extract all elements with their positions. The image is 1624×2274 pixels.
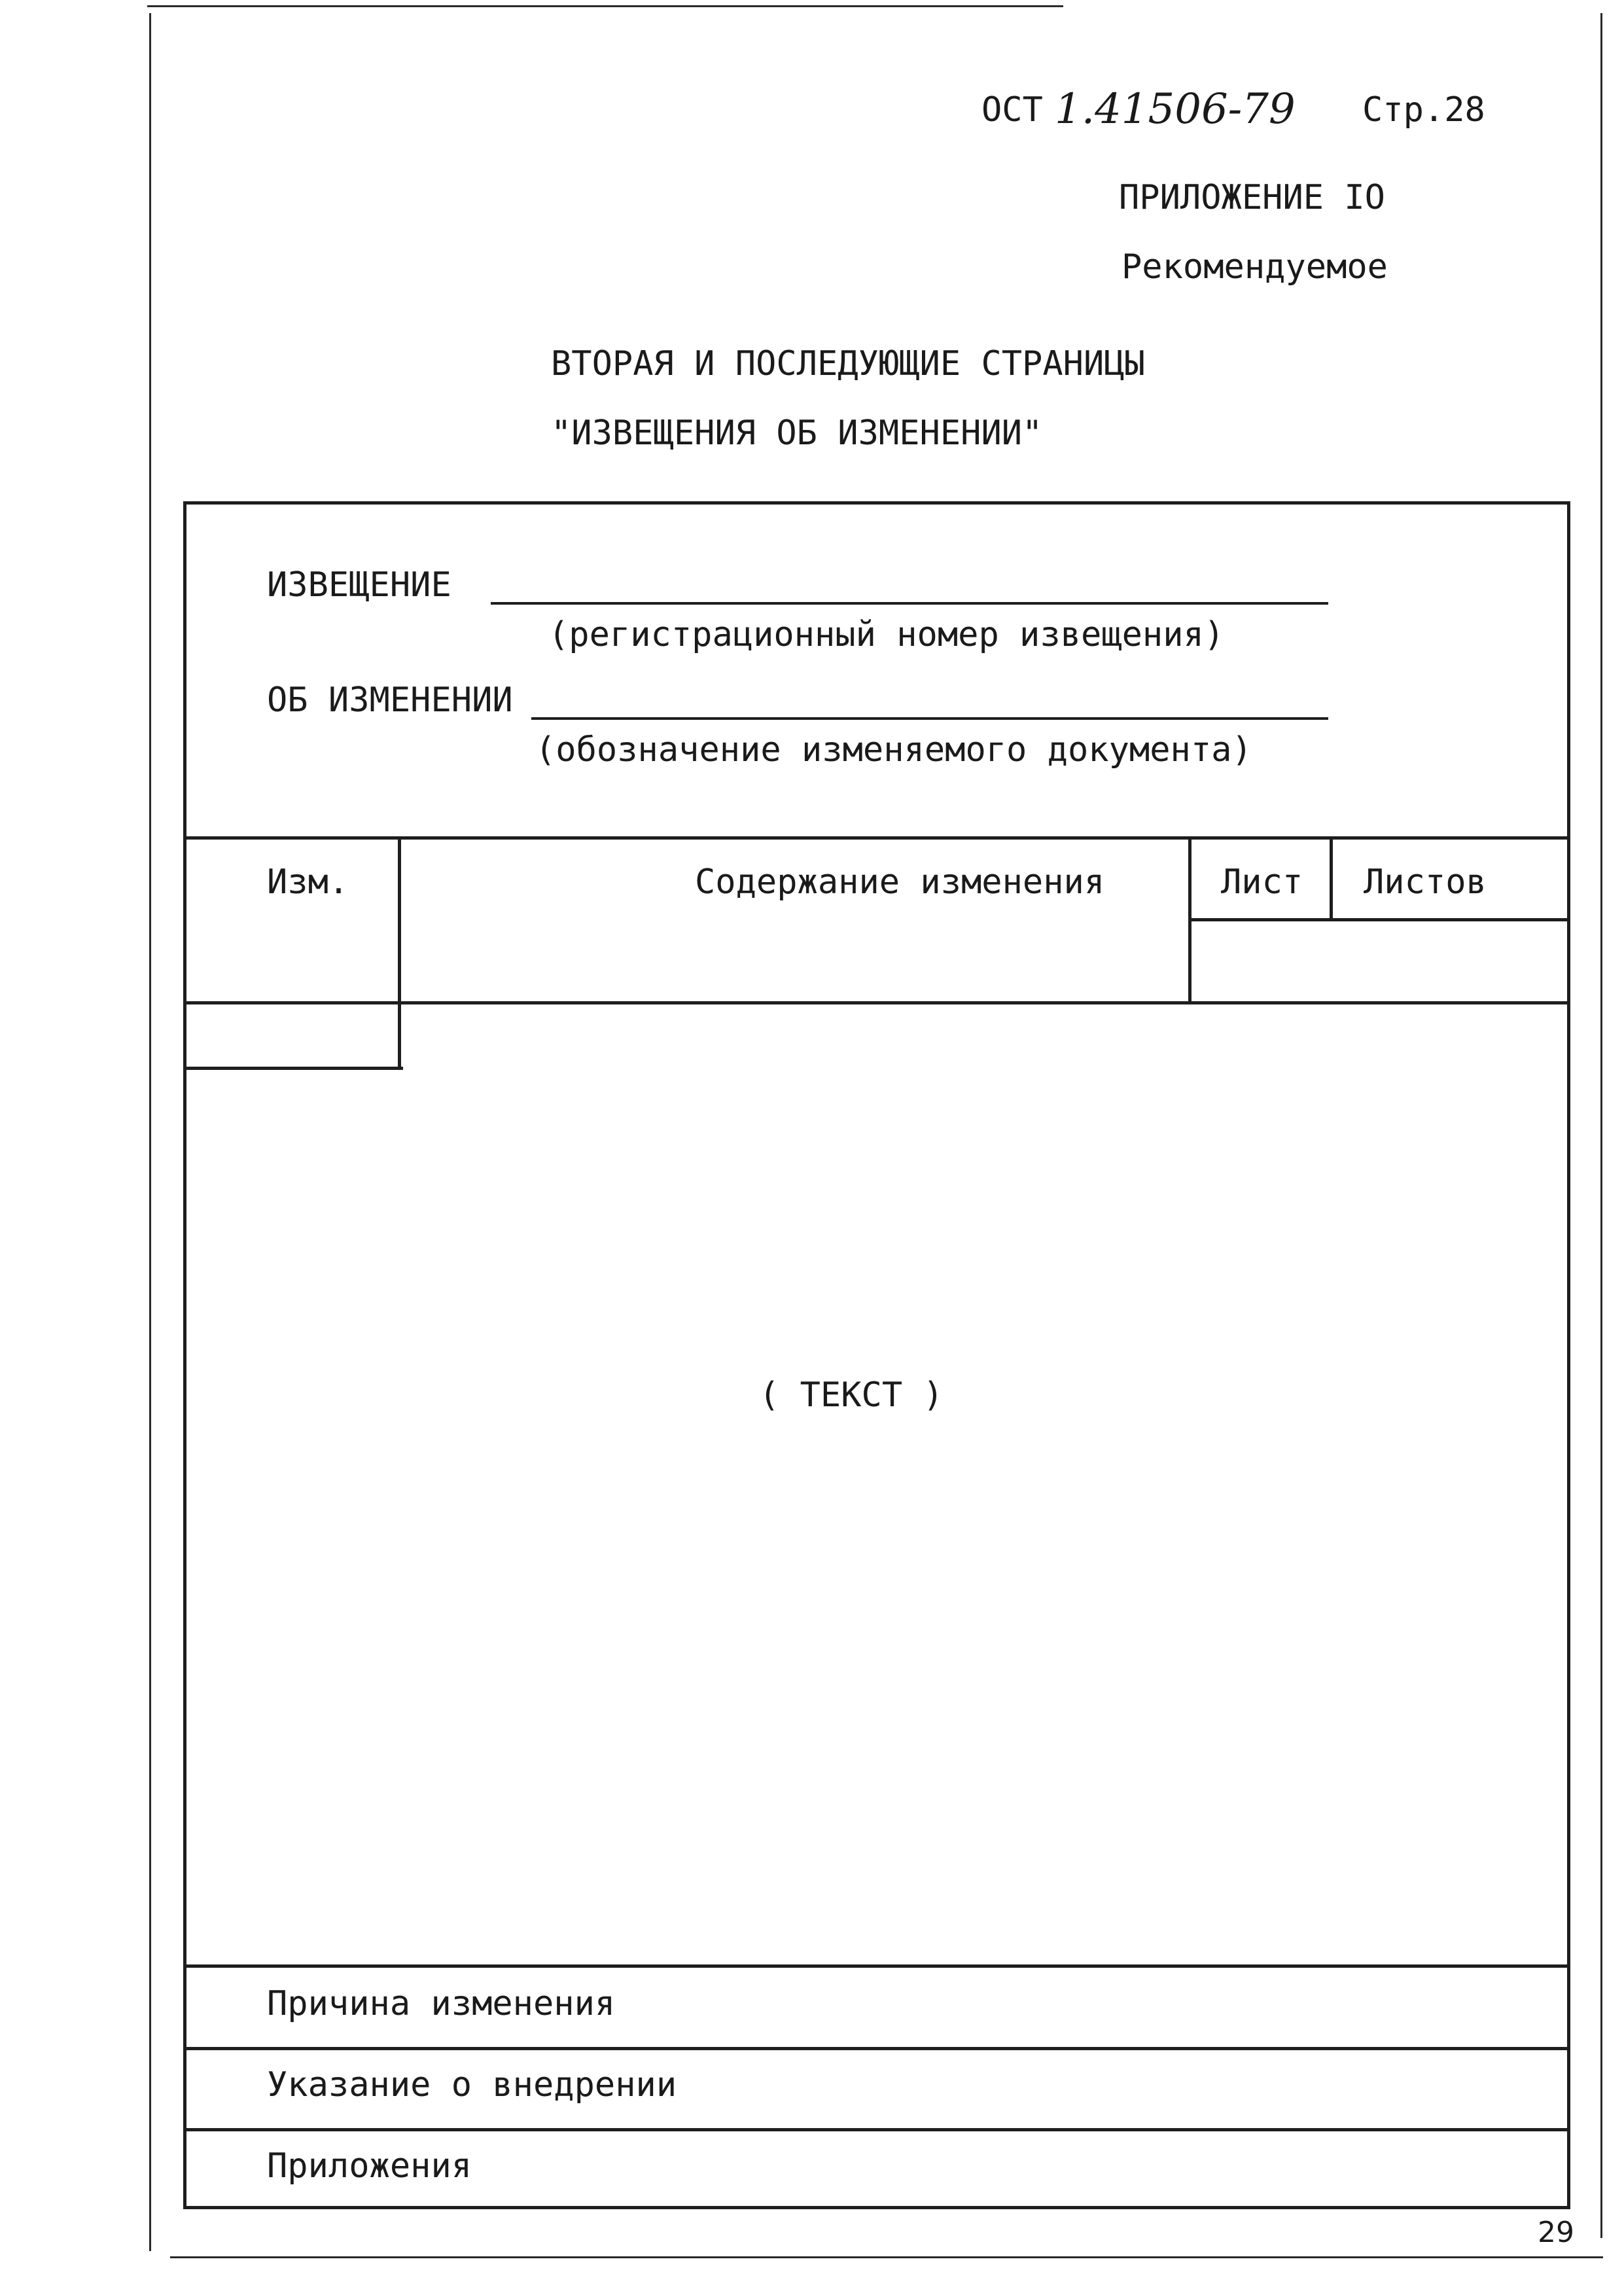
bottom-frame-line: [170, 2256, 1603, 2258]
implementation-row: Указание о внедрении: [267, 2065, 677, 2105]
notice-number-field[interactable]: [491, 602, 1328, 605]
reason-row-top-line: [183, 1964, 1570, 1968]
top-frame-line: [147, 5, 1063, 7]
right-frame-line: [1600, 13, 1602, 2238]
change-label: ОБ ИЗМЕНЕНИИ: [267, 681, 513, 720]
attachments-row-top-line: [183, 2128, 1570, 2131]
notice-label: ИЗВЕЩЕНИЕ: [267, 565, 451, 605]
table-top-line: [183, 836, 1570, 840]
ost-number: 1.41506-79: [1055, 85, 1296, 133]
reason-row: Причина изменения: [267, 1984, 616, 2023]
title-line-2: "ИЗВЕЩЕНИЯ ОБ ИЗМЕНЕНИИ": [551, 414, 1043, 453]
document-designation-field[interactable]: [531, 717, 1328, 720]
column-sheet: Лист: [1221, 862, 1303, 902]
appendix-label: ПРИЛОЖЕНИЕ IO: [1119, 178, 1385, 217]
page-label: Стр.28: [1362, 90, 1485, 130]
table-header-bottom-line: [183, 1001, 1570, 1004]
izm-column-divider: [398, 836, 401, 1070]
izm-cell-bottom-line: [183, 1067, 403, 1070]
implementation-row-top-line: [183, 2047, 1570, 2050]
page-number: 29: [1538, 2216, 1574, 2249]
left-frame-line: [149, 13, 151, 2251]
column-sheets: Листов: [1364, 862, 1487, 902]
recommended-label: Рекомендуемое: [1121, 247, 1388, 287]
change-caption: (обозначение изменяемого документа): [535, 730, 1252, 770]
attachments-row: Приложения: [267, 2146, 472, 2186]
ost-prefix: ОСТ: [981, 90, 1043, 130]
body-text-placeholder: ( ТЕКСТ ): [759, 1376, 944, 1415]
sheet-column-divider: [1330, 836, 1333, 921]
sheet-cells-divider: [1188, 918, 1570, 921]
notice-caption: (регистрационный номер извещения): [548, 615, 1225, 654]
column-content: Содержание изменения: [695, 862, 1105, 902]
title-line-1: ВТОРАЯ И ПОСЛЕДУЮЩИЕ СТРАНИЦЫ: [551, 344, 1145, 383]
column-izm: Изм.: [267, 862, 349, 902]
